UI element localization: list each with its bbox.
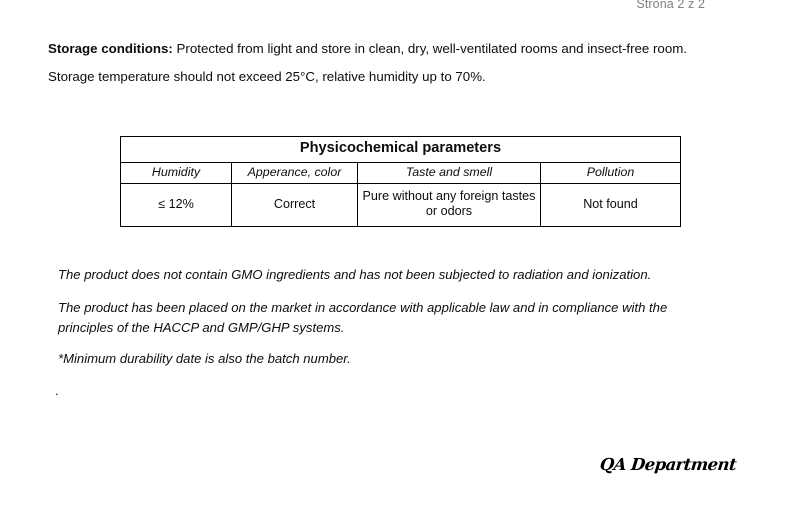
table-header-row: [121, 162, 681, 183]
column-header-taste-and-smell: Taste and smell: [358, 162, 541, 183]
note-gmo-statement: The product does not contain GMO ingredients and has not been subjected to radiation and ionization.: [58, 267, 652, 282]
column-header-humidity: Humidity: [121, 162, 232, 183]
cell-taste-and-smell-value: Pure without any foreign tastes or odors: [358, 183, 541, 226]
cell-appearance-value: Correct: [232, 183, 358, 226]
table-row: [121, 183, 681, 226]
table-title: Physicochemical parameters: [121, 137, 681, 163]
storage-conditions-text: Protected from light and store in clean, dry, well-ventilated rooms and insect-free room.: [172, 41, 687, 56]
stray-period: .: [55, 383, 59, 398]
page-number-header: Strona 2 z 2: [636, 0, 705, 11]
storage-conditions-label: Storage conditions:: [48, 41, 173, 56]
column-header-pollution: Pollution: [541, 162, 681, 183]
note-batch-number: *Minimum durability date is also the batch number.: [58, 351, 351, 366]
qa-department-signature: QA Department: [599, 455, 738, 474]
table-title-row: [121, 137, 681, 163]
cell-humidity-value: ≤ 12%: [121, 183, 232, 226]
paragraph-storage-conditions: [48, 40, 687, 58]
note-market-compliance: The product has been placed on the market in accordance with applicable law and in compliance with the principles of the HACCP and GMP/GHP systems.: [58, 300, 668, 335]
cell-pollution-value: Not found: [541, 183, 681, 226]
physicochemical-parameters-table: [120, 136, 681, 227]
paragraph-storage-temperature: Storage temperature should not exceed 25°C, relative humidity up to 70%.: [48, 69, 486, 84]
column-header-appearance-color: Apperance, color: [232, 162, 358, 183]
